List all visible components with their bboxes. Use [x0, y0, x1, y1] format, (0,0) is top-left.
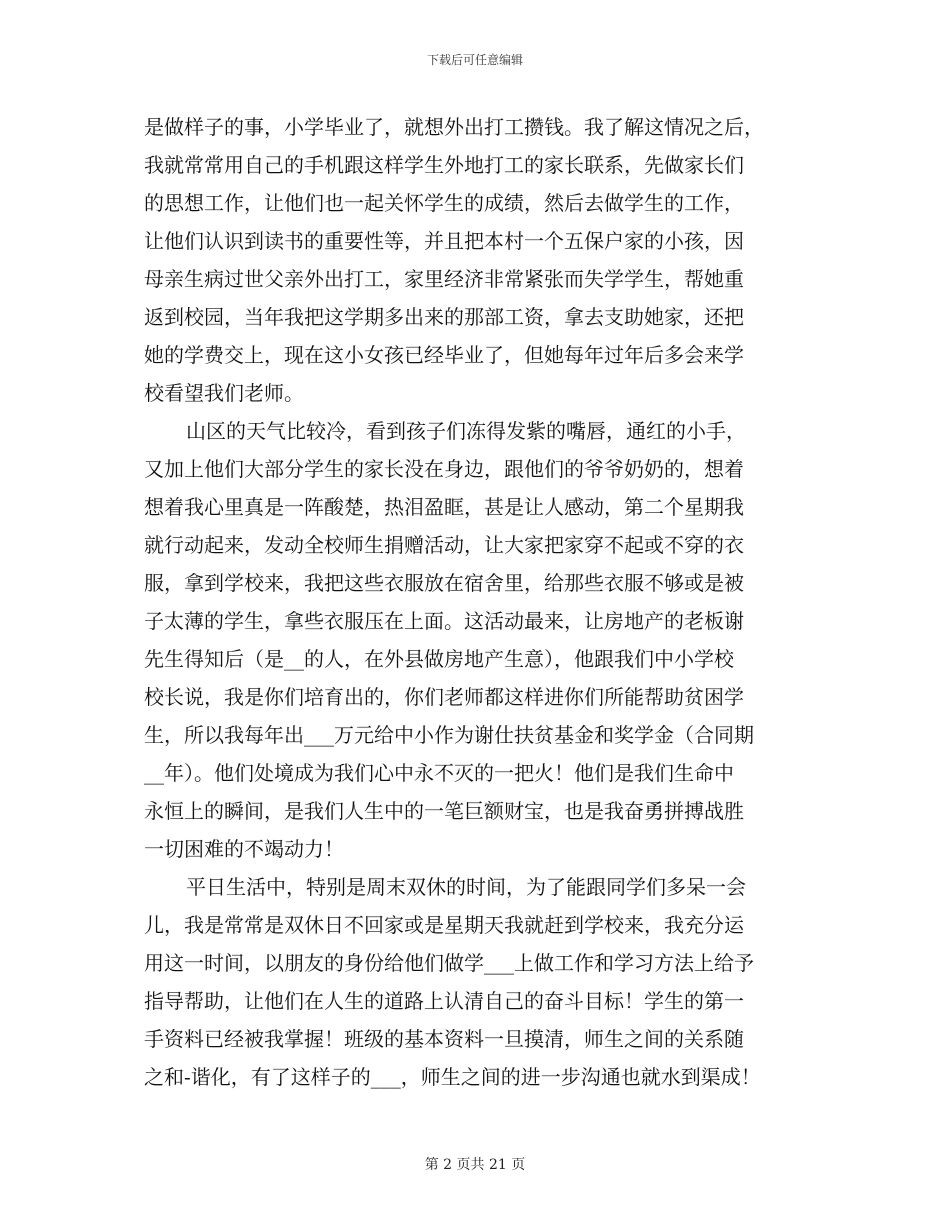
paragraph-2-line-10: __年）。他们处境成为我们心中永不灭的一把火！他们是我们生命中 [144, 761, 734, 785]
paragraph-3-line-1: 平日生活中，特别是周末双休的时间，为了能跟同学们多呆一会 [186, 875, 746, 899]
paragraph-2-line-4: 就行动起来，发动全校师生捐赠活动，让大家把家穿不起或不穿的衣 [144, 533, 744, 557]
paragraph-1-line-2: 我就常常用自己的手机跟这样学生外地打工的家长联系，先做家长们 [144, 153, 744, 177]
paragraph-2-line-2: 又加上他们大部分学生的家长没在身边，跟他们的爷爷奶奶的，想着 [144, 457, 744, 481]
paragraph-1-line-4: 让他们认识到读书的重要性等，并且把本村一个五保户家的小孩，因 [144, 229, 744, 253]
paragraph-1-line-7: 她的学费交上，现在这小女孩已经毕业了，但她每年过年后多会来学 [144, 343, 744, 367]
paragraph-1-line-6: 返到校园，当年我把这学期多出来的那部工资，拿去支助她家，还把 [144, 305, 744, 329]
paragraph-2-line-6: 子太薄的学生，拿些衣服压在上面。这活动最来，让房地产的老板谢 [144, 609, 744, 633]
paragraph-2-line-9: 生，所以我每年出___万元给中小作为谢仕扶贫基金和奖学金（合同期 [144, 723, 754, 747]
paragraph-2-line-1: 山区的天气比较冷，看到孩子们冻得发紫的嘴唇，通红的小手， [186, 419, 746, 443]
paragraph-2-line-3: 想着我心里真是一阵酸楚，热泪盈眶，甚是让人感动，第二个星期我 [144, 495, 744, 519]
paragraph-1-line-3: 的思想工作，让他们也一起关怀学生的成绩，然后去做学生的工作， [144, 191, 744, 215]
paragraph-2-line-11: 永恒上的瞬间，是我们人生中的一笔巨额财宝，也是我奋勇拼搏战胜 [144, 799, 744, 823]
page-number: 第 2 页共 21 页 [424, 1157, 526, 1173]
document-body [144, 108, 816, 1096]
paragraph-3-line-3: 用这一时间，以朋友的身份给他们做学___上做工作和学习方法上给予 [144, 951, 754, 975]
paragraph-3-line-4: 指导帮助，让他们在人生的道路上认清自己的奋斗目标！学生的第一 [144, 989, 744, 1013]
paragraph-3-line-2: 儿，我是常常是双休日不回家或是星期天我就赶到学校来，我充分运 [144, 913, 744, 937]
paragraph-1-line-8: 校看望我们老师。 [144, 381, 304, 405]
paragraph-3-line-5: 手资料已经被我掌握！班级的基本资料一旦摸清，师生之间的关系随 [144, 1027, 744, 1051]
paragraph-3-line-6: 之和-谐化，有了这样子的___，师生之间的进一步沟通也就水到渠成！ [144, 1065, 761, 1089]
paragraph-1-line-5: 母亲生病过世父亲外出打工，家里经济非常紧张而失学学生，帮她重 [144, 267, 744, 291]
paragraph-2-line-7: 先生得知后（是__的人，在外县做房地产生意），他跟我们中小学校 [144, 647, 734, 671]
page-header-note: 下载后可任意编辑 [426, 53, 523, 67]
paragraph-2-line-5: 服，拿到学校来，我把这些衣服放在宿舍里，给那些衣服不够或是被 [144, 571, 744, 595]
paragraph-2-line-12: 一切困难的不竭动力！ [144, 837, 344, 861]
paragraph-1-line-1: 是做样子的事，小学毕业了，就想外出打工攒钱。我了解这情况之后， [144, 115, 764, 139]
paragraph-2-line-8: 校长说，我是你们培育出的，你们老师都这样进你们所能帮助贫困学 [144, 685, 744, 709]
